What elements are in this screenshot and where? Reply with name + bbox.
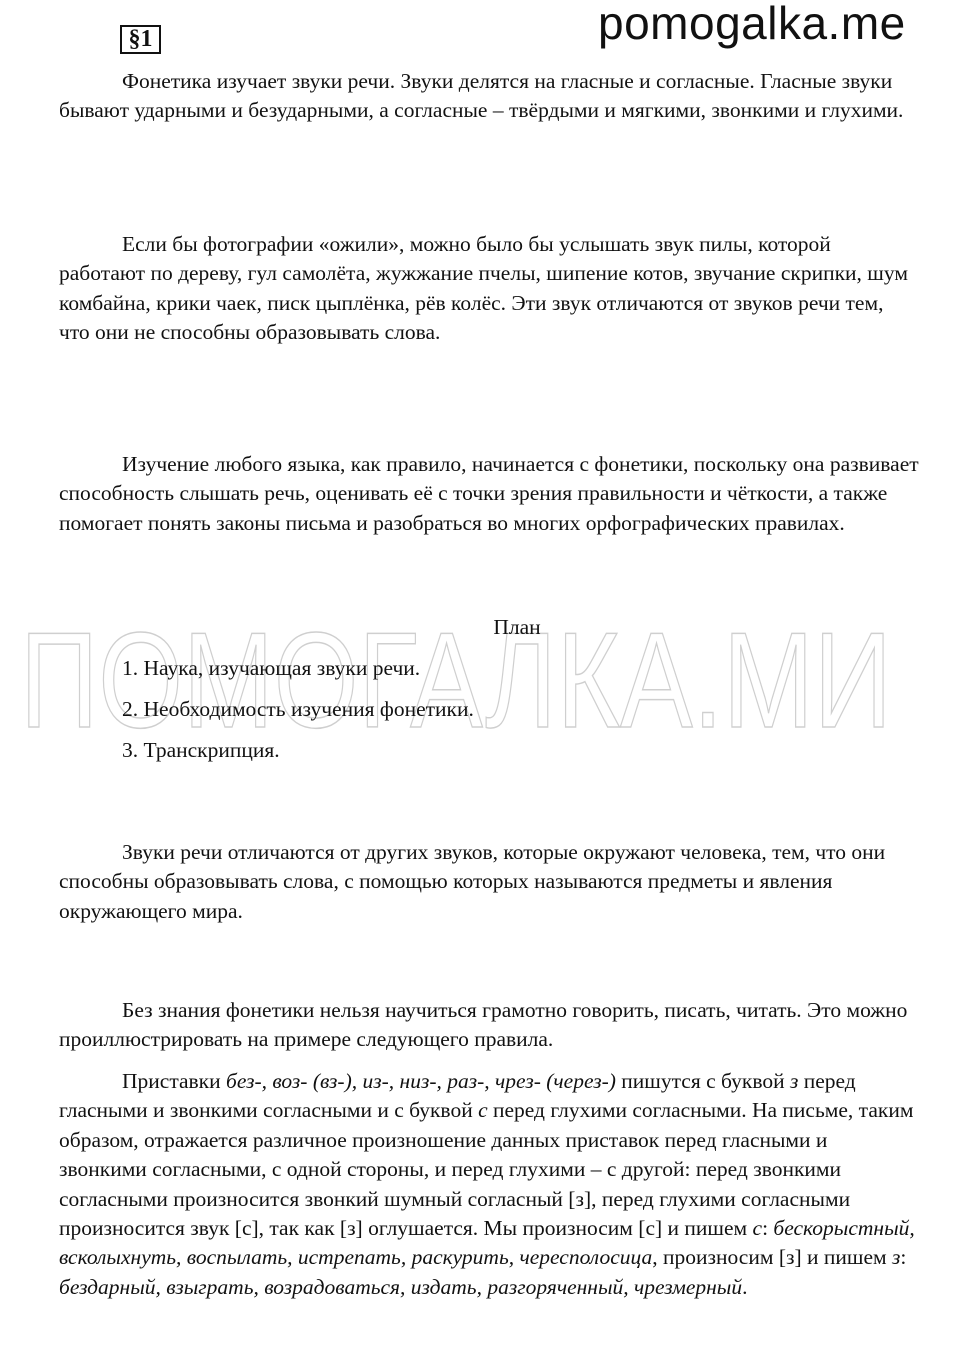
rule-text: .	[742, 1274, 748, 1299]
site-logo: pomogalka.me	[598, 0, 906, 49]
plan-item: 3. Транскрипция.	[122, 738, 280, 762]
rule-letter: з	[789, 1069, 799, 1093]
rule-examples: бескорыстный, всколыхнуть, воспылать, истрепать, раскурить, чересполосица	[59, 1216, 915, 1270]
rule-examples: бездарный, взыграть, возрадоваться, издать, разгоряченный, чрезмерный	[59, 1274, 743, 1299]
rule-text: :	[900, 1245, 907, 1270]
rule-letter: с	[752, 1216, 763, 1241]
paragraph-text: Звуки речи отличаются от других звуков, которые окружают человека, тем, что они способны образовывать слова, с помощью которых называются предметы и явления окружающего мира.	[59, 840, 886, 923]
plan-title: План	[493, 615, 541, 639]
rule-text: , произносим [з] и пишем	[652, 1245, 892, 1270]
paragraph-prefix-rule	[59, 1067, 919, 1302]
paragraph-text	[59, 1067, 919, 1302]
paragraph-text: Изучение любого языка, как правило, начинается с фонетики, поскольку она развивает способность слышать речь, оценивать её с точки зрения правильности и чёткости, а также помогает понять законы письма и разобраться во многих орфографических правилах.	[59, 452, 919, 535]
plan-item: 1. Наука, изучающая звуки речи.	[122, 656, 421, 680]
section-number: §1	[120, 25, 161, 54]
paragraph-speech-sounds	[59, 838, 919, 926]
rule-text: перед гласными и звонкими согласными и с буквой	[59, 1069, 856, 1123]
watermark-text: ПОМОГАЛКА.МИ	[20, 612, 892, 742]
paragraph-phonetics-importance	[59, 450, 919, 538]
paragraph-sounds-example	[59, 230, 919, 348]
plan-list	[122, 654, 474, 777]
paragraph-intro	[59, 67, 919, 126]
paragraph-rule-intro	[59, 996, 919, 1055]
rule-prefixes: без-, воз- (вз-), из-, низ-, раз-, чрез- (через-)	[226, 1069, 616, 1093]
rule-letter: з	[891, 1245, 901, 1270]
plan-item: 2. Необходимость изучения фонетики.	[122, 697, 474, 721]
rule-text: пишутся с буквой	[615, 1069, 790, 1093]
rule-text: :	[762, 1216, 774, 1241]
paragraph-text: Без знания фонетики нельзя научиться грамотно говорить, писать, читать. Это можно проиллюстрировать на примере следующего правила.	[59, 998, 908, 1052]
rule-text: перед глухими согласными. На письме, таким образом, отражается различное произношение данных приставок перед гласными и звонкими согласными, с одной стороны, и перед глухими – с другой: перед звонкими согласными произносится звонкий шумный согласный [з], перед глухими согласными произносится звук [с], так как [з] оглушается. Мы произносим [с] и пишем	[59, 1098, 914, 1241]
paragraph-text: Фонетика изучает звуки речи. Звуки делятся на гласные и согласные. Гласные звуки бывают ударными и безударными, а согласные – твёрдыми и мягкими, звонкими и глухими.	[59, 69, 904, 123]
paragraph-text: Если бы фотографии «ожили», можно было бы услышать звук пилы, которой работают по дереву, гул самолёта, жужжание пчелы, шипение котов, звучание скрипки, шум комбайна, крики чаек, писк цыплёнка, рёв колёс. Эти звук отличаются от звуков речи тем, что они не способны образовывать слова.	[59, 232, 908, 345]
rule-letter: с	[478, 1098, 488, 1123]
rule-text: Приставки	[122, 1069, 227, 1093]
